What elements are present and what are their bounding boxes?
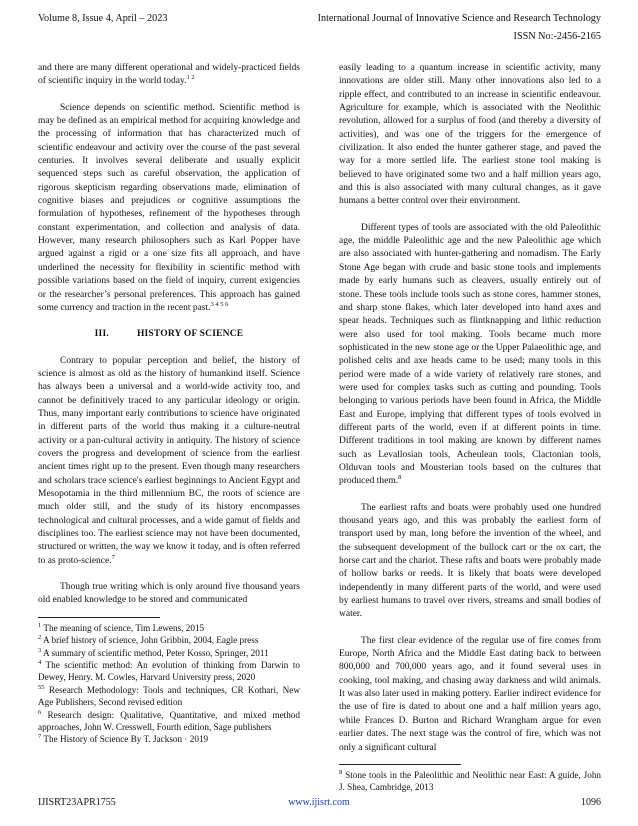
footnote bbox=[339, 769, 601, 794]
footnote-text: A summary of scientific method, Peter Kosso, Springer, 2011 bbox=[43, 647, 269, 658]
footnote-ref[interactable]: 3 4 5 6 bbox=[210, 300, 229, 308]
header-journal-title: International Journal of Innovative Science and Research Technology bbox=[317, 13, 601, 24]
footer-website-link[interactable]: www.ijisrt.com bbox=[288, 797, 350, 808]
footnote-text: Stone tools in the Paleolithic and Neolithic near East: A guide, John J. Shea, Cambridge, 2013 bbox=[339, 769, 602, 793]
footnote-ref[interactable]: 1 2 bbox=[186, 74, 195, 82]
footnote-text: Research Methodology: Tools and techniques, CR Kothari, New Age Publishers, Second revised edition bbox=[38, 684, 300, 708]
footnote-number: 6 bbox=[38, 708, 42, 716]
paragraph: Contrary to popular perception and belief, the history of science is almost as old as the history of humankind itself. Science has always been a universal and a world-wide activity too, and cannot be definitively traced to any particular ideology or origin. Thus, many important early contributions to science have originated in different parts of the world thus making it a culture-neutral activity or a pan-cultural activity in antiquity. The history of science covers the progress and development of science from the earliest ancient times right up to the present. Even though many researchers and scholars trace science's earliest beginnings to Ancient Egypt and Mesopotamia in the third millennium BC, the roots of science are much older still, and the study of its history encompasses technological and cultural processes, and a wide gamut of fields and disciplines too. The earliest science may not have been documented, structured or written, the way we know it today, and is often referred to as proto-science.$^7$ bbox=[38, 355, 300, 566]
paragraph: and there are many different operational and widely-practiced fields of scientific inquiry in the world today.$^{1 2}$ bbox=[38, 63, 300, 87]
footnote bbox=[38, 659, 300, 684]
footnote-number: 8 bbox=[339, 768, 343, 776]
paragraph: Though true writing which is only around five thousand years old enabled knowledge to be stored and communicated bbox=[38, 582, 300, 606]
footnote bbox=[38, 733, 300, 745]
footnote-divider bbox=[38, 617, 160, 618]
footer-article-id: IJISRT23APR1755 bbox=[38, 797, 116, 808]
footnote-ref[interactable]: 8 bbox=[398, 474, 402, 482]
section-heading bbox=[38, 328, 300, 341]
footnote bbox=[38, 709, 300, 734]
footnote-number: 55 bbox=[38, 683, 45, 691]
footnote bbox=[38, 647, 300, 659]
section-number: III. bbox=[94, 329, 109, 340]
footnote-ref[interactable]: 7 bbox=[111, 553, 115, 561]
footnote-text: The scientific method: An evolution of thinking from Darwin to Dewey, Henry. M. Cowles, Harvard University press, 2020 bbox=[38, 659, 300, 683]
right-column bbox=[339, 62, 601, 794]
paragraph: easily leading to a quantum increase in scientific activity, many innovations are older still. Many other innovations also led to a ripple effect, and contributed to an increase in scientific endeavour. Agriculture for example, which is associated with the Neolithic revolution, allowed for a surplus of food (and thereby a diversity of activities), and was one of the triggers for the emergence of civilization. It also ended the hunter gatherer stage, and paved the way for a more settled life. The earliest stone tool making is believed to have originated some two and a half million years ago, and this is also associated with many cultural changes, as it gave humans a better control over their environment. bbox=[339, 63, 601, 207]
footnotes bbox=[339, 769, 601, 794]
footnote-number: 4 bbox=[38, 658, 42, 666]
footnote-text: The meaning of science, Tim Lewens, 2015 bbox=[43, 622, 205, 633]
footnote-number: 2 bbox=[38, 634, 42, 642]
section-title: HISTORY OF SCIENCE bbox=[136, 329, 244, 340]
footnote-text: The History of Science By T. Jackson · 2019 bbox=[43, 734, 209, 745]
left-column bbox=[38, 62, 300, 746]
paragraph: The first clear evidence of the regular use of fire comes from Europe, North Africa and the Middle East dating back to between 800,000 and 700,000 years ago, and it found several uses in cooking, tool making, and chasing away darkness and wild animals. It was also later used in making pottery. Earlier indirect evidence for the use of fire is dated to about one and a half million years ago, while Frances D. Burton and Richard Wrangham argue for even earlier dates. The next stage was the control of fire, which was not only a significant cultural bbox=[339, 635, 601, 753]
paragraph: Different types of tools are associated with the old Paleolithic age, the middle Paleolithic age and the new Paleolithic age which are also associated with hunter-gathering and nomadism. The Early Stone Age began with crude and basic stone tools and implements made by early humans such as cleavers, usually entirely out of stone. These tools include tools such as stone cores, hammer stones, and sharp stone flakes, which later developed into hand axes and spear heads. Techniques such as flintknapping and lithic reduction were also used for tool making. Tools became much more sophisticated in the new stone age or the Upper Palaeolithic age, and polished celts and axe heads came to be used; many tools in this period were made of a wide variety of relatively rare stones, and were used for complex tasks such as cutting and pounding. Tools belonging to various periods have been found in Africa, the Middle East and Europe, implying that different types of tools evolved in different parts of the world, even if at different points in time. Different traditions in tool making are known by different names such as Levallosian tools, Acheulean tools, Clactonian tools, Olduvan tools and Mousterian tools based on the cultures that produced them.$^8$ bbox=[339, 222, 601, 487]
footnote-divider bbox=[339, 764, 461, 765]
footnote-number: 7 bbox=[38, 733, 42, 741]
paragraph: Science depends on scientific method. Scientific method is may be defined as an empirical method for acquiring knowledge and the processing of information that has characterized much of scientific endeavour and activity over the course of the past several centuries. It involves several deliberate and usually explicit sequenced steps such as careful observation, the application of rigorous skepticism regarding observations made, elimination of cognitive biases and prejudices or cognitive assumptions the formulation of hypotheses, refinement of the hypotheses through constant experimentation, and collection and analysis of data. However, many research philosophers such as Karl Popper have argued against a rigid or a one size fits all approach, and have underlined the necessity for flexibility in scientific method with possible variations based on the field of inquiry, current exigencies or the researcher’s personal preferences. This approach has gained some currency and traction in the recent past.$^{3 4 5 6}$ bbox=[38, 102, 300, 313]
footnotes bbox=[38, 622, 300, 746]
footnote bbox=[38, 622, 300, 634]
footnote bbox=[38, 684, 300, 709]
paragraph: The earliest rafts and boats were probably used one hundred thousand years ago, and this was probably the earliest form of transport used by man, long before the invention of the wheel, and the subsequent development of the bullock cart or the ox cart, the horse cart and the chariot. These rafts and boats were probably made of hollow barks or reeds. It is likely that boats were developed independently in many different parts of the world, and were used by earliest humans to travel over rivers, streams and small bodies of water. bbox=[339, 502, 601, 620]
header-volume: Volume 8, Issue 4, April – 2023 bbox=[38, 13, 168, 24]
footer-page-number: 1096 bbox=[581, 797, 601, 808]
footnote-number: 3 bbox=[38, 646, 42, 654]
footnote-text: Research design: Qualitative, Quantitative, and mixed method approaches, John W. Cresswell, Fourth edition, Sage publishers bbox=[38, 709, 300, 732]
footnote bbox=[38, 634, 300, 646]
header-issn: ISSN No:-2456-2165 bbox=[513, 31, 601, 42]
footnote-number: 1 bbox=[38, 621, 42, 629]
footnote-text: A brief history of science, John Gribbin, 2004, Eagle press bbox=[43, 635, 259, 646]
